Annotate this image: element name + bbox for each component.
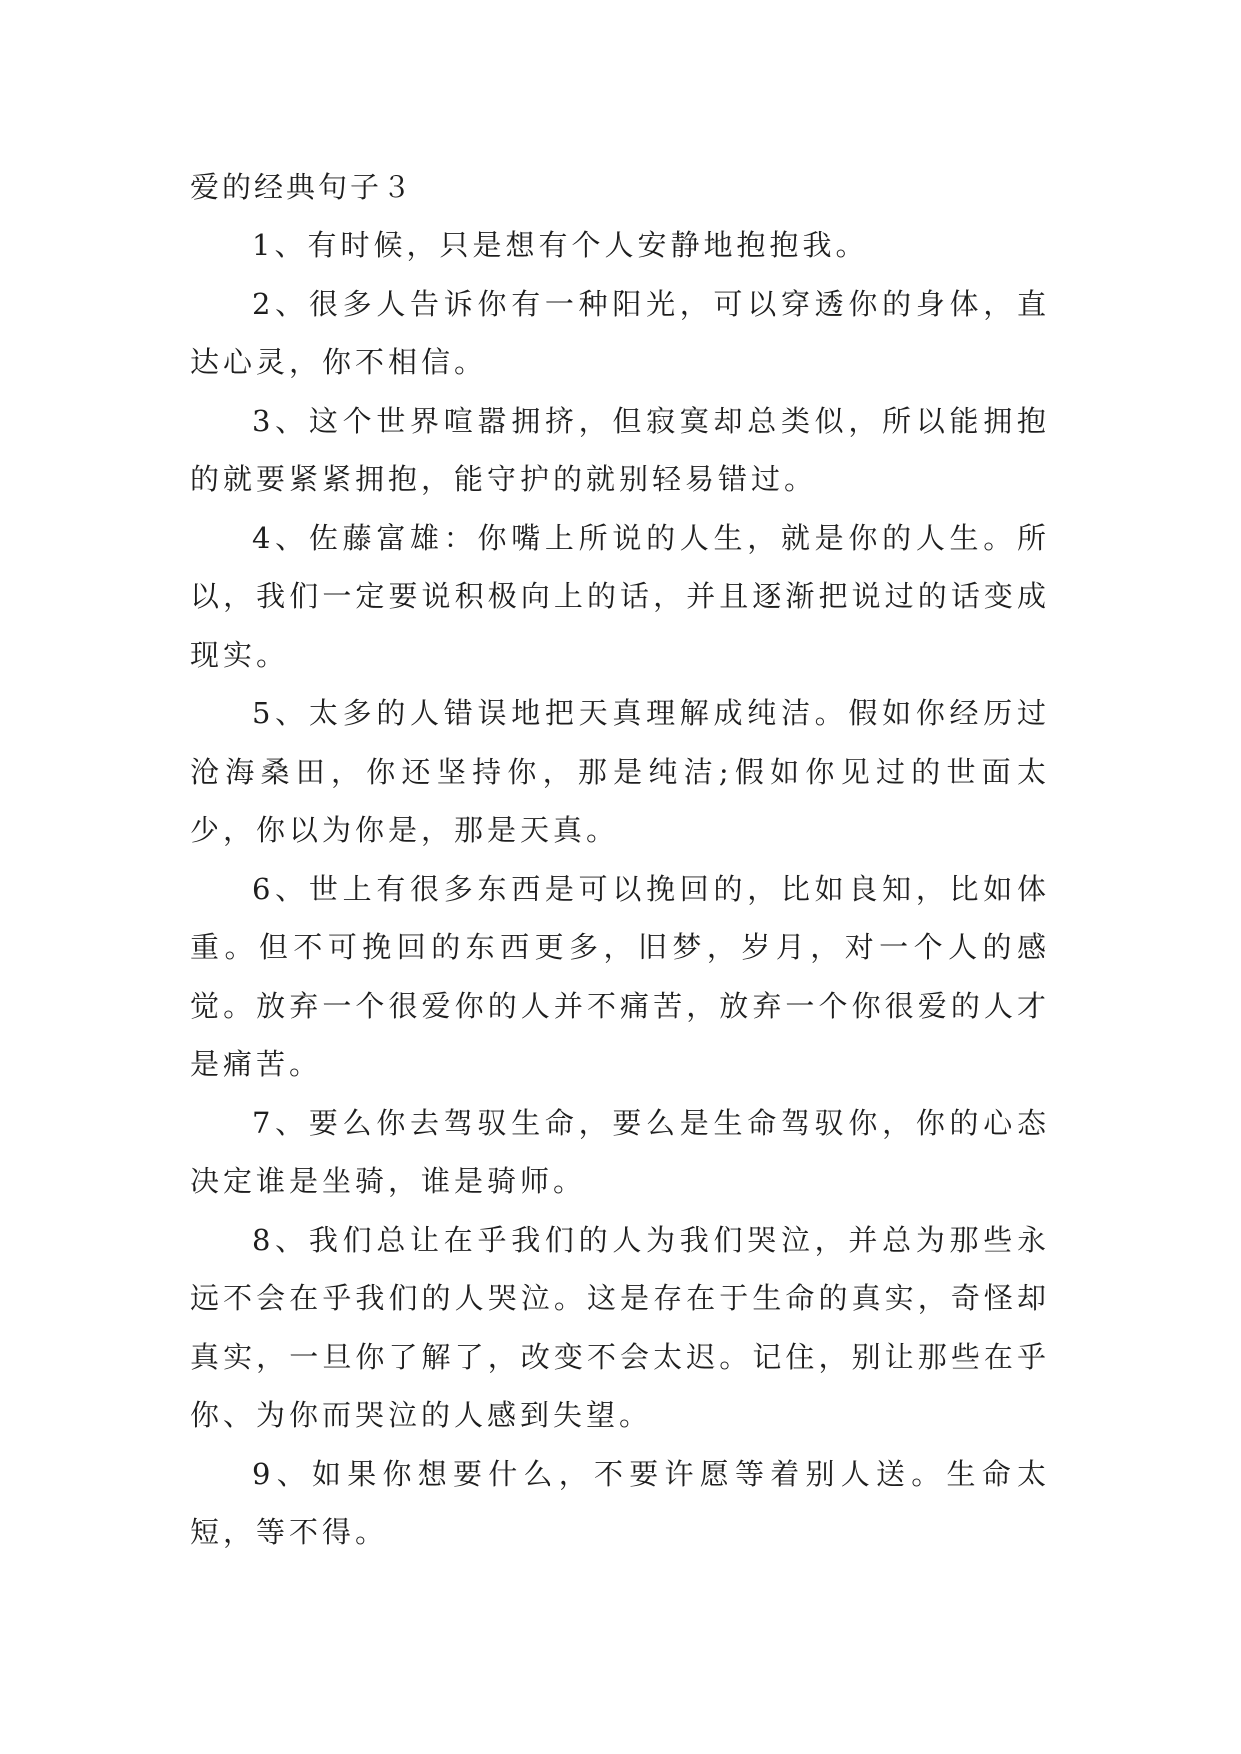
paragraph-7: 7、要么你去驾驭生命，要么是生命驾驭你，你的心态决定谁是坐骑，谁是骑师。 [190,1105,1050,1198]
document-title: 爱的经典句子３ [190,170,415,204]
paragraph-2: 2、很多人告诉你有一种阳光，可以穿透你的身体，直达心灵，你不相信。 [190,286,1050,379]
document-page [190,158,1050,1562]
paragraph-8: 8、我们总让在乎我们的人为我们哭泣，并总为那些永远不会在乎我们的人哭泣。这是存在于生命的真实，奇怪却真实，一旦你了解了，改变不会太迟。记住，别让那些在乎你、为你而哭泣的人感到失望。 [190,1222,1050,1432]
paragraph-5: 5、太多的人错误地把天真理解成纯洁。假如你经历过沧海桑田，你还坚持你，那是纯洁;假如你见过的世面太少，你以为你是，那是天真。 [190,696,1050,847]
paragraph-4: 4、佐藤富雄：你嘴上所说的人生，就是你的人生。所以，我们一定要说积极向上的话，并且逐渐把说过的话变成现实。 [190,520,1050,672]
paragraph-1: 1、有时候，只是想有个人安静地抱抱我。 [252,228,869,262]
paragraph-3: 3、这个世界喧嚣拥挤，但寂寞却总类似，所以能拥抱的就要紧紧拥抱，能守护的就别轻易错过。 [190,403,1050,496]
paragraph-9: 9、如果你想要什么，不要许愿等着别人送。生命太短，等不得。 [190,1456,1050,1549]
paragraph-6: 6、世上有很多东西是可以挽回的，比如良知，比如体重。但不可挽回的东西更多，旧梦，岁月，对一个人的感觉。放弃一个很爱你的人并不痛苦，放弃一个你很爱的人才是痛苦。 [190,871,1050,1081]
